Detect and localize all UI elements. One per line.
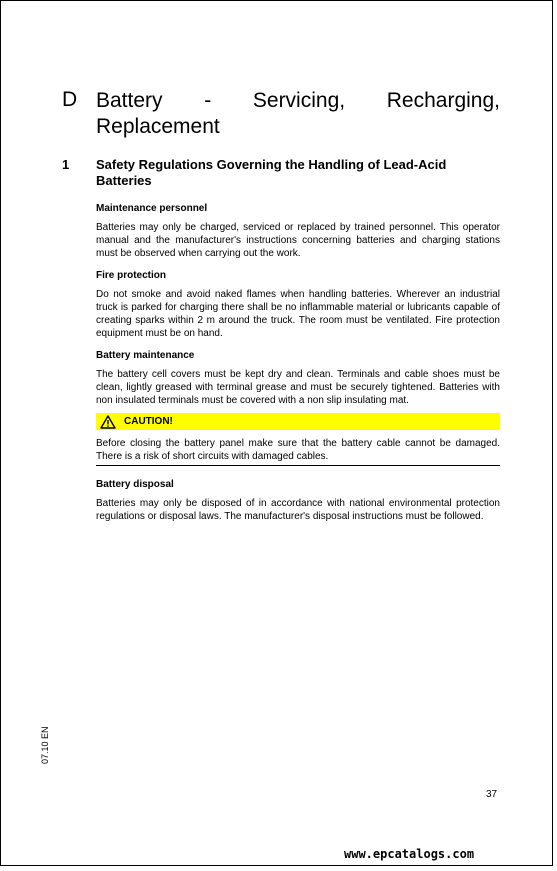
- battery-maintenance-heading: Battery maintenance: [96, 350, 195, 361]
- caution-banner: [96, 413, 500, 430]
- warning-triangle-icon: [100, 415, 116, 429]
- maintenance-personnel-heading: Maintenance personnel: [96, 203, 208, 214]
- document-body: [96, 202, 500, 532]
- caution-text: Before closing the battery panel make sure that the battery cable cannot be damaged. There is a risk of short circuits with damaged cables.: [96, 438, 500, 462]
- battery-disposal-text: Batteries may only be disposed of in accordance with national environmental protection regulations or disposal laws. The manufacturer's disposal instructions must be followed.: [96, 498, 500, 522]
- maintenance-personnel-text: Batteries may only be charged, serviced or replaced by trained personnel. This operator manual and the manufacturer's instructions concerning batteries and charging stations must be observed when carrying out the work.: [96, 222, 500, 259]
- section-title: Safety Regulations Governing the Handling of Lead-Acid Batteries: [96, 157, 447, 188]
- caution-label: CAUTION!: [124, 416, 173, 427]
- watermark-link[interactable]: www.epcatalogs.com: [344, 847, 475, 861]
- fire-protection-text: Do not smoke and avoid naked flames when handling batteries. Wherever an industrial truck is parked for charging there shall be no inflammable material or lubricants capable of creating sparks within 2 m around the truck. The room must be ventilated. Fire protection equipment must be on hand.: [96, 289, 500, 339]
- edition-code: 07.10 EN: [40, 726, 50, 764]
- battery-maintenance-text: The battery cell covers must be kept dry and clean. Terminals and cable shoes must be clean, lightly greased with terminal grease and must be securely tightened. Batteries with non insulated terminals must be covered with a non slip insulating mat.: [96, 369, 500, 406]
- caution-end-rule: [96, 465, 500, 466]
- section-number: 1: [62, 157, 70, 172]
- chapter-letter: D: [62, 88, 78, 111]
- fire-protection-heading: Fire protection: [96, 270, 167, 281]
- battery-disposal-heading: Battery disposal: [96, 479, 174, 490]
- page-number: 37: [486, 789, 498, 800]
- chapter-title: Battery - Servicing, Recharging, Replacement: [96, 89, 500, 138]
